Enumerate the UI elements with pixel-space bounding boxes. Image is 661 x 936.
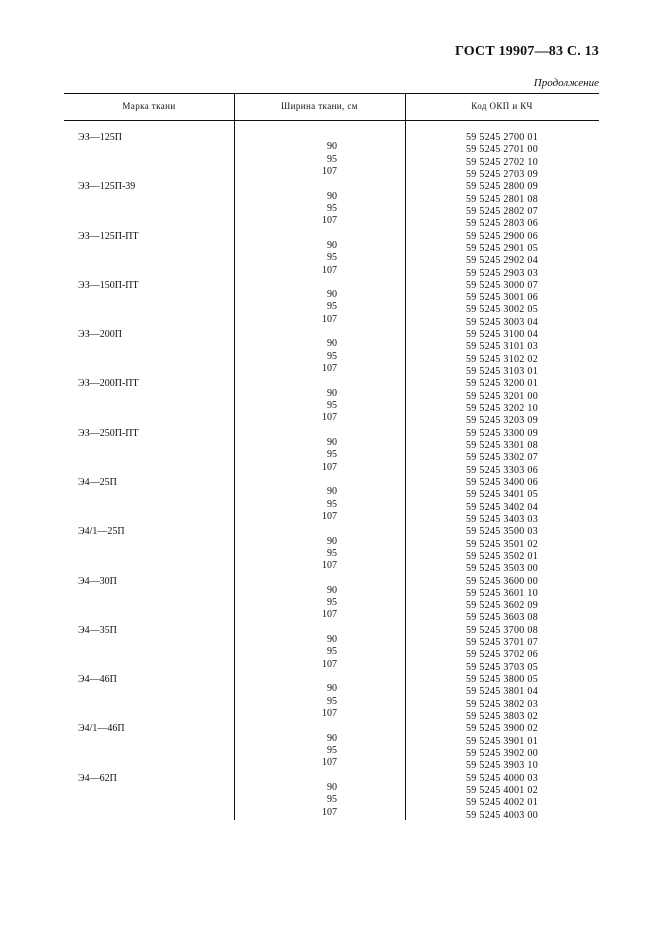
table-cell-width: 90 — [327, 683, 337, 695]
table-cell-width: 90 — [327, 338, 337, 350]
table-cell-brand: ЭЗ—125П-39 — [78, 181, 136, 193]
table-cell-width: 90 — [327, 141, 337, 153]
table-cell-code: 59 5245 3003 04 — [466, 316, 538, 328]
table-cell-code: 59 5245 3701 07 — [466, 637, 538, 649]
table-cell-code: 59 5245 3603 08 — [466, 612, 538, 624]
continuation-label: Продолжение — [533, 77, 599, 89]
column-divider-1 — [234, 93, 235, 820]
table-cell-code: 59 5245 3703 05 — [466, 661, 538, 673]
table-cell-code: 59 5245 3503 00 — [466, 563, 538, 575]
table-cell-width: 90 — [327, 239, 337, 251]
table-cell-code: 59 5245 2703 09 — [466, 168, 538, 180]
table-cell-code: 59 5245 3501 02 — [466, 538, 538, 550]
table-cell-brand: Э4—25П — [78, 476, 117, 488]
table-cell-code: 59 5245 3201 00 — [466, 390, 538, 402]
table-cell-width: 95 — [327, 695, 337, 707]
table-cell-code: 59 5245 3300 09 — [466, 427, 538, 439]
table-cell-width: 95 — [327, 301, 337, 313]
table-cell-code: 59 5245 3500 03 — [466, 526, 538, 538]
table-cell-code: 59 5245 3900 02 — [466, 723, 538, 735]
table-cell-code: 59 5245 3103 01 — [466, 366, 538, 378]
table-cell-width: 95 — [327, 252, 337, 264]
table-cell-width: 107 — [322, 609, 337, 621]
table-cell-code: 59 5245 3203 09 — [466, 415, 538, 427]
table-cell-width: 107 — [322, 708, 337, 720]
table-cell-width: 95 — [327, 745, 337, 756]
table-cell-width: 95 — [327, 202, 337, 214]
table-cell-code: 59 5245 3903 10 — [466, 760, 538, 772]
table-cell-width: 107 — [322, 510, 337, 522]
table-cell-code: 59 5245 3102 02 — [466, 353, 538, 365]
table-cell-width: 90 — [327, 486, 337, 498]
table-cell-width: 95 — [327, 597, 337, 609]
column-divider-2 — [405, 93, 406, 820]
table-cell-brand: Э4—62П — [78, 772, 117, 784]
table-cell-code: 59 5245 2901 05 — [466, 242, 538, 254]
table-cell-width: 95 — [327, 498, 337, 510]
table-cell-brand: Э4/1—25П — [78, 526, 125, 538]
table-cell-code: 59 5245 3301 08 — [466, 440, 538, 451]
table-cell-code: 59 5245 4001 02 — [466, 784, 538, 796]
table-cell-code: 59 5245 3803 02 — [466, 711, 538, 723]
table-cell-width: 90 — [327, 781, 337, 793]
table-cell-width: 107 — [322, 412, 337, 424]
column-header-width: Ширина ткани, см — [281, 101, 358, 111]
table-cell-code: 59 5245 4002 01 — [466, 797, 538, 809]
table-cell-width: 90 — [327, 584, 337, 596]
table-cell-brand: ЭЗ—200П — [78, 329, 122, 341]
table-cell-width: 90 — [327, 732, 337, 744]
table-cell-width: 95 — [327, 449, 337, 461]
table-cell-code: 59 5245 3600 00 — [466, 575, 538, 587]
table-cell-code: 59 5245 3502 01 — [466, 550, 538, 562]
table-cell-width: 107 — [322, 264, 337, 276]
table-cell-code: 59 5245 3901 01 — [466, 735, 538, 747]
table-cell-code: 59 5245 2702 10 — [466, 156, 538, 168]
table-cell-width: 95 — [327, 400, 337, 412]
table-cell-brand: Э4—35П — [78, 624, 117, 636]
table-cell-code: 59 5245 3800 05 — [466, 674, 538, 686]
table-cell-code: 59 5245 3902 00 — [466, 748, 538, 759]
table-cell-width: 107 — [322, 215, 337, 227]
table-cell-width: 107 — [322, 560, 337, 572]
table-cell-code: 59 5245 3100 04 — [466, 329, 538, 341]
table-cell-width: 95 — [327, 547, 337, 559]
table-cell-code: 59 5245 3403 03 — [466, 513, 538, 525]
table-cell-brand: Э4/1—46П — [78, 723, 125, 735]
table-cell-width: 107 — [322, 165, 337, 177]
table-cell-code: 59 5245 2803 06 — [466, 218, 538, 230]
table-cell-code: 59 5245 2902 04 — [466, 255, 538, 267]
table-cell-code: 59 5245 3400 06 — [466, 476, 538, 488]
table-cell-brand: Э4—30П — [78, 575, 117, 587]
table-cell-code: 59 5245 3601 10 — [466, 587, 538, 599]
table-cell-width: 107 — [322, 363, 337, 375]
table-cell-width: 107 — [322, 658, 337, 670]
table-cell-width: 90 — [327, 535, 337, 547]
table-cell-code: 59 5245 3303 06 — [466, 464, 538, 476]
table-cell-brand: Э4—46П — [78, 674, 117, 686]
table-cell-code: 59 5245 2700 01 — [466, 132, 538, 143]
table-cell-brand: ЭЗ—125П — [78, 132, 122, 143]
table-cell-width: 107 — [322, 461, 337, 473]
table-cell-code: 59 5245 3002 05 — [466, 304, 538, 316]
table-cell-code: 59 5245 4003 00 — [466, 809, 538, 821]
table-cell-width: 107 — [322, 313, 337, 325]
table-cell-width: 90 — [327, 190, 337, 202]
table-header-rule — [64, 120, 599, 121]
table-cell-width: 90 — [327, 387, 337, 399]
table-cell-code: 59 5245 3302 07 — [466, 452, 538, 464]
table-cell-code: 59 5245 2801 08 — [466, 193, 538, 205]
table-cell-width: 90 — [327, 437, 337, 448]
table-cell-code: 59 5245 3200 01 — [466, 378, 538, 390]
table-cell-width: 107 — [322, 757, 337, 769]
table-cell-code: 59 5245 4000 03 — [466, 772, 538, 784]
table-cell-width: 95 — [327, 794, 337, 806]
table-top-rule — [64, 93, 599, 94]
table-cell-brand: ЭЗ—125П-ПТ — [78, 230, 139, 242]
page-header-title: ГОСТ 19907—83 С. 13 — [455, 44, 599, 59]
table-cell-code: 59 5245 3702 06 — [466, 649, 538, 661]
table-cell-code: 59 5245 3001 06 — [466, 292, 538, 304]
table-cell-code: 59 5245 3401 05 — [466, 489, 538, 501]
table-cell-code: 59 5245 3402 04 — [466, 501, 538, 513]
table-cell-width: 95 — [327, 646, 337, 658]
table-cell-code: 59 5245 3602 09 — [466, 600, 538, 612]
column-header-brand: Марка ткани — [122, 101, 176, 111]
table-cell-width: 107 — [322, 806, 337, 818]
table-cell-brand: ЭЗ—150П-ПТ — [78, 279, 139, 291]
table-cell-code: 59 5245 2903 03 — [466, 267, 538, 279]
table-cell-code: 59 5245 3801 04 — [466, 686, 538, 698]
table-cell-code: 59 5245 3700 08 — [466, 624, 538, 636]
table-cell-code: 59 5245 2802 07 — [466, 205, 538, 217]
table-cell-code: 59 5245 3202 10 — [466, 403, 538, 415]
column-header-code: Код ОКП и КЧ — [471, 101, 533, 111]
table-cell-width: 90 — [327, 634, 337, 646]
table-cell-code: 59 5245 3000 07 — [466, 279, 538, 291]
table-cell-code: 59 5245 3802 03 — [466, 698, 538, 710]
table-cell-code: 59 5245 2800 09 — [466, 181, 538, 193]
table-cell-width: 90 — [327, 289, 337, 301]
table-cell-brand: ЭЗ—250П-ПТ — [78, 427, 139, 439]
table-cell-brand: ЭЗ—200П-ПТ — [78, 378, 139, 390]
table-cell-width: 95 — [327, 350, 337, 362]
table-cell-code: 59 5245 3101 03 — [466, 341, 538, 353]
table-cell-width: 95 — [327, 153, 337, 165]
table-cell-code: 59 5245 2900 06 — [466, 230, 538, 242]
table-cell-code: 59 5245 2701 00 — [466, 144, 538, 156]
